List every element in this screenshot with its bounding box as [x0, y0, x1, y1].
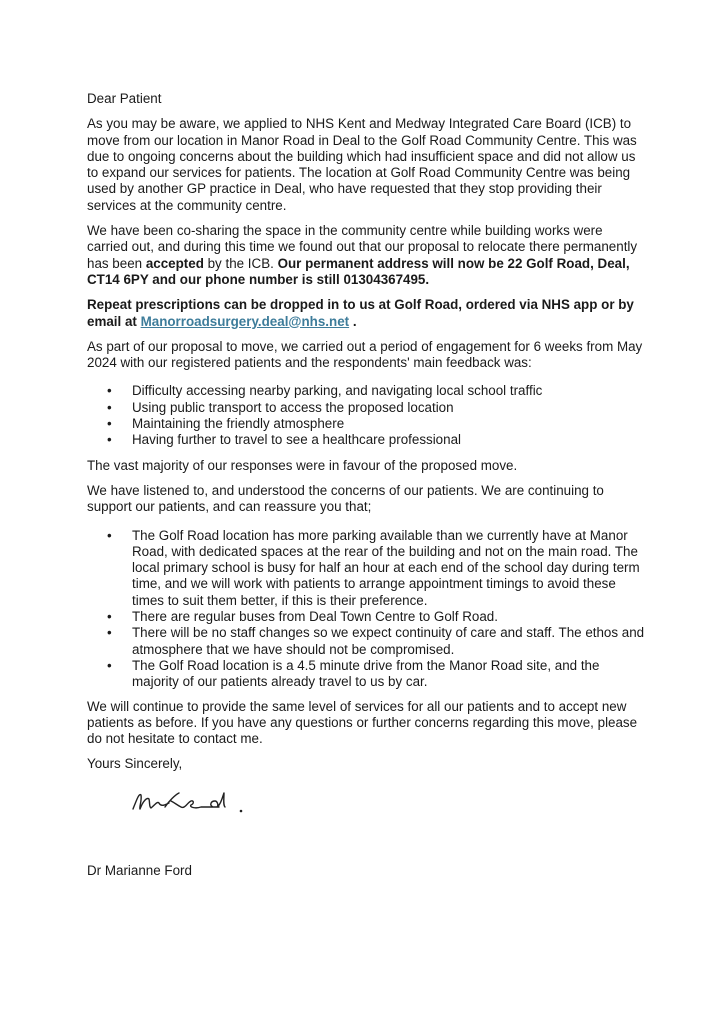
reassurance-list: [87, 528, 647, 691]
list-item: • There are regular buses from Deal Town Centre to Golf Road.: [107, 609, 498, 625]
letter-body: [87, 91, 647, 888]
accepted-emphasis: accepted: [145, 255, 204, 271]
new-address-and-phone: Our permanent address will now be 22 Golf Road, Deal, CT14 6PY and our phone number is still 01304367495.: [87, 255, 630, 287]
list-item: • The Golf Road location has more parking available than we currently have at Manor Road, with dedicated spaces at the rear of the building and not on the main road. The local primary school is busy for half an hour at each end of the school day during term time, and we will work with patients to arrange appointment timings to avoid these times to suit them better, if this is their preference.: [107, 527, 640, 608]
handwritten-signature-icon: [129, 785, 269, 819]
bullet-icon: •: [107, 527, 112, 543]
signatory-name: Dr Marianne Ford: [87, 862, 192, 878]
paragraph-closing: We will continue to provide the same level of services for all our patients and to accept new patients as before. If you have any questions or further concerns regarding this move, please do not hesitate to contact me.: [87, 698, 638, 747]
paragraph-engagement: As part of our proposal to move, we carried out a period of engagement for 6 weeks from May 2024 with our registered patients and the respondents' main feedback was:: [87, 338, 643, 371]
paragraph-majority: The vast majority of our responses were in favour of the proposed move.: [87, 457, 518, 473]
paragraph-prescriptions: [87, 297, 647, 330]
feedback-list: [87, 383, 647, 448]
greeting: Dear Patient: [87, 91, 162, 106]
paragraph-reassurance-intro: We have listened to, and understood the concerns of our patients. We are continuing to support our patients, and can reassure you that;: [87, 482, 604, 515]
signature-image: [87, 779, 647, 863]
bullet-icon: •: [107, 625, 112, 641]
bullet-icon: •: [107, 399, 112, 415]
relocation-text-1: We have been co-sharing the space in the community centre while building works were carried out, and during this time we found out that our proposal to relocate there permanently has been: [87, 223, 638, 271]
signoff: Yours Sincerely,: [87, 756, 183, 772]
list-item: • Difficulty accessing nearby parking, and navigating local school traffic: [107, 383, 543, 399]
list-item: • Having further to travel to see a healthcare professional: [107, 432, 461, 448]
list-item: • The Golf Road location is a 4.5 minute drive from the Manor Road site, and the majority of our patients already travel to us by car.: [107, 657, 600, 690]
paragraph-relocation: [87, 223, 647, 288]
prescriptions-text: Repeat prescriptions can be dropped in to us at Golf Road, ordered via NHS app or by email at: [87, 297, 634, 329]
paragraph-application: As you may be aware, we applied to NHS Kent and Medway Integrated Care Board (ICB) to move from our location in Manor Road in Deal to the Golf Road Community Centre. This was due to ongoing concerns about the building which had insufficient space and did not allow us to expand our services for patients. The location at Golf Road Community Centre was being used by another GP practice in Deal, who have requested that they stop providing their services at the community centre.: [87, 116, 637, 213]
email-link[interactable]: Manorroadsurgery.deal@nhs.net: [140, 313, 350, 329]
list-item: • Maintaining the friendly atmosphere: [107, 416, 345, 432]
relocation-text-2: by the ICB.: [203, 255, 278, 271]
bullet-icon: •: [107, 416, 112, 432]
list-item: • Using public transport to access the proposed location: [107, 399, 454, 415]
prescriptions-tail: .: [349, 313, 357, 329]
bullet-icon: •: [107, 383, 112, 399]
bullet-icon: •: [107, 657, 112, 673]
bullet-icon: •: [107, 432, 112, 448]
bullet-icon: •: [107, 609, 112, 625]
list-item: • There will be no staff changes so we expect continuity of care and staff. The ethos and atmosphere that we have should not be compromised.: [107, 625, 645, 657]
